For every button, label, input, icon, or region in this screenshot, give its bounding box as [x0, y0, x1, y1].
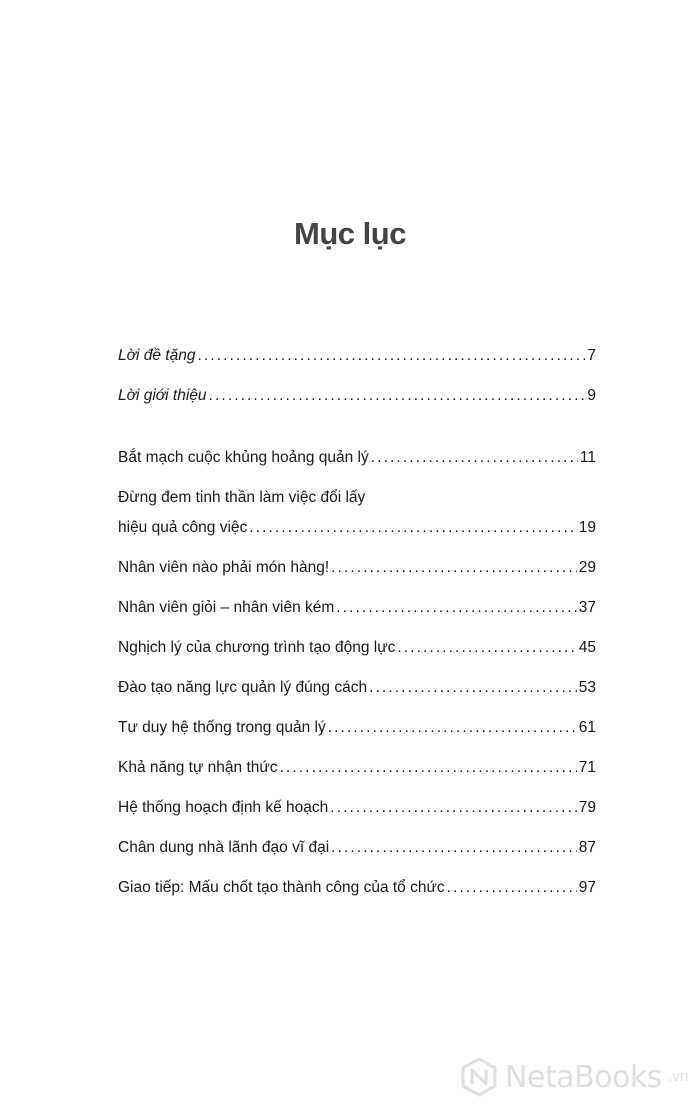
toc-entry-label: Lời giới thiệu: [118, 387, 207, 404]
toc-entry-page: 29: [578, 559, 596, 576]
dot-leader: [280, 758, 577, 778]
dot-leader: [371, 448, 578, 468]
dot-leader: [209, 386, 586, 406]
watermark: [459, 1057, 688, 1097]
dot-leader: [336, 598, 576, 618]
dot-leader: [369, 678, 577, 698]
toc-entry-introduction[interactable]: [118, 386, 596, 406]
toc-entry-page: 19: [578, 519, 596, 536]
toc-entry-label: Hệ thống hoạch định kế hoạch: [118, 799, 329, 816]
toc-entry-label: Nghịch lý của chương trình tạo động lực: [118, 639, 396, 656]
dot-leader: [197, 346, 585, 366]
toc-entry-dedication[interactable]: [118, 346, 596, 366]
toc-entry-chapter-5[interactable]: [118, 638, 596, 658]
toc-entry-label: Giao tiếp: Mấu chốt tạo thành công của tổ chức: [118, 879, 445, 896]
toc-entry-label: Tư duy hệ thống trong quản lý: [118, 719, 326, 736]
toc-entry-chapter-1[interactable]: [118, 448, 596, 468]
toc-entry-label: hiệu quả công việc: [118, 519, 248, 536]
dot-leader: [249, 518, 576, 538]
watermark-brand: NetaBooks: [505, 1059, 662, 1095]
toc-entry-page: 71: [578, 759, 596, 776]
toc-entry-page: 53: [578, 679, 596, 696]
toc-entry-page: 7: [587, 347, 596, 364]
toc-entry-page: 87: [578, 839, 596, 856]
toc-entry-label: Nhân viên giỏi – nhân viên kém: [118, 599, 335, 616]
toc-entry-label: Chân dung nhà lãnh đạo vĩ đại: [118, 839, 330, 856]
toc-entry-chapter-4[interactable]: [118, 598, 596, 618]
toc-entry-chapter-10[interactable]: [118, 838, 596, 858]
toc-entry-page: 97: [578, 879, 596, 896]
toc-entry-label-line1: Đừng đem tinh thần làm việc đổi lấy: [118, 489, 366, 506]
dot-leader: [447, 878, 577, 898]
toc-entry-chapter-11[interactable]: [118, 878, 596, 898]
dot-leader: [328, 718, 577, 738]
toc-entry-page: 61: [578, 719, 596, 736]
toc-entry-page: 79: [578, 799, 596, 816]
page-title: Mục lục: [294, 216, 406, 251]
toc-entry-label: Bắt mạch cuộc khủng hoảng quản lý: [118, 449, 369, 466]
toc-entry-page: 9: [587, 387, 596, 404]
toc-entry-page: 45: [578, 639, 596, 656]
toc-entry-chapter-3[interactable]: [118, 558, 596, 578]
toc-entry-chapter-9[interactable]: [118, 798, 596, 818]
toc-entry-page: 37: [578, 599, 596, 616]
dot-leader: [331, 558, 577, 578]
dot-leader: [331, 838, 577, 858]
toc-entry-chapter-7[interactable]: [118, 718, 596, 738]
dot-leader: [330, 798, 576, 818]
toc-entry-label: Lời đề tặng: [118, 347, 196, 364]
netabooks-logo-icon: [459, 1057, 499, 1097]
toc-entry-label: Nhân viên nào phải món hàng!: [118, 559, 330, 576]
watermark-suffix: .vn: [667, 1069, 688, 1085]
toc-entry-chapter-6[interactable]: [118, 678, 596, 698]
toc-entry-label: Đào tạo năng lực quản lý đúng cách: [118, 679, 368, 696]
toc-entry-label: Khả năng tự nhận thức: [118, 759, 278, 776]
toc-entry-page: 11: [579, 449, 596, 466]
dot-leader: [397, 638, 576, 658]
toc-entry-chapter-8[interactable]: [118, 758, 596, 778]
toc-entry-chapter-2[interactable]: [118, 488, 596, 538]
